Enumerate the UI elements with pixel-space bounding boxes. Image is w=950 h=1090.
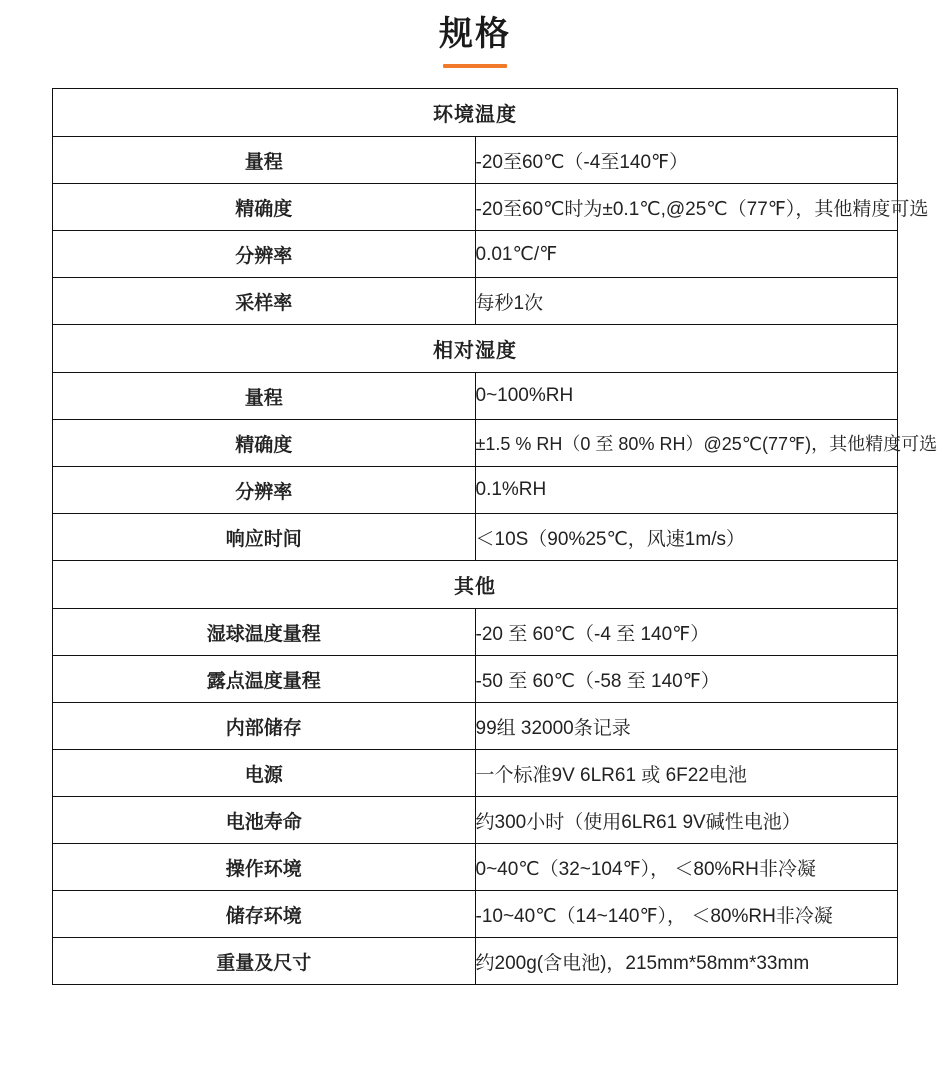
row-value: 0~100%RH	[475, 373, 898, 420]
row-value: 一个标准9V 6LR61 或 6F22电池	[475, 750, 898, 797]
specifications-table	[52, 88, 938, 985]
row-value: -50 至 60℃（-58 至 140℉）	[475, 656, 898, 703]
table-row	[53, 89, 898, 137]
row-label: 精确度	[53, 184, 476, 231]
row-label: 量程	[53, 373, 476, 420]
table-row	[53, 750, 898, 797]
row-value: -20至60℃时为±0.1℃,@25℃（77℉），其他精度可选	[475, 184, 898, 231]
title-underline	[443, 64, 507, 68]
section-heading-humidity: 相对湿度	[53, 325, 898, 373]
row-label: 操作环境	[53, 844, 476, 891]
table-row	[53, 609, 898, 656]
row-label: 精确度	[53, 420, 476, 467]
row-label: 采样率	[53, 278, 476, 325]
row-label: 重量及尺寸	[53, 938, 476, 985]
section-heading-other: 其他	[53, 561, 898, 609]
row-label: 分辨率	[53, 231, 476, 278]
table-row	[53, 561, 898, 609]
row-value: 0~40℃（32~104℉）， ＜80%RH非冷凝	[475, 844, 898, 891]
row-value: 约200g(含电池)，215mm*58mm*33mm	[475, 938, 898, 985]
row-label: 分辨率	[53, 467, 476, 514]
table-row	[53, 703, 898, 750]
table-row	[53, 467, 898, 514]
row-value: ＜10S（90%25℃，风速1m/s）	[475, 514, 898, 561]
table-row	[53, 420, 898, 467]
row-label: 湿球温度量程	[53, 609, 476, 656]
table-row	[53, 514, 898, 561]
row-label: 电池寿命	[53, 797, 476, 844]
table-row	[53, 938, 898, 985]
row-label: 储存环境	[53, 891, 476, 938]
row-value: -20 至 60℃（-4 至 140℉）	[475, 609, 898, 656]
table-row	[53, 797, 898, 844]
row-value: 约300小时（使用6LR61 9V碱性电池）	[475, 797, 898, 844]
table-row	[53, 325, 898, 373]
row-value: ±1.5 % RH（0 至 80% RH）@25℃(77℉)，其他精度可选	[475, 420, 898, 467]
row-value: 每秒1次	[475, 278, 898, 325]
table-row	[53, 184, 898, 231]
table-row	[53, 137, 898, 184]
page-title: 规格	[439, 15, 511, 53]
row-value: -20至60℃（-4至140℉）	[475, 137, 898, 184]
row-label: 量程	[53, 137, 476, 184]
row-value: 99组 32000条记录	[475, 703, 898, 750]
row-label: 内部储存	[53, 703, 476, 750]
row-label: 露点温度量程	[53, 656, 476, 703]
section-heading-temperature: 环境温度	[53, 89, 898, 137]
table-row	[53, 373, 898, 420]
table-row	[53, 656, 898, 703]
row-label: 响应时间	[53, 514, 476, 561]
table-row	[53, 231, 898, 278]
table-row	[53, 278, 898, 325]
row-value: 0.01℃/℉	[475, 231, 898, 278]
table-row	[53, 844, 898, 891]
page-title-container	[0, 0, 950, 74]
row-value: -10~40℃（14~140℉）， ＜80%RH非冷凝	[475, 891, 898, 938]
row-label: 电源	[53, 750, 476, 797]
row-value: 0.1%RH	[475, 467, 898, 514]
table-row	[53, 891, 898, 938]
